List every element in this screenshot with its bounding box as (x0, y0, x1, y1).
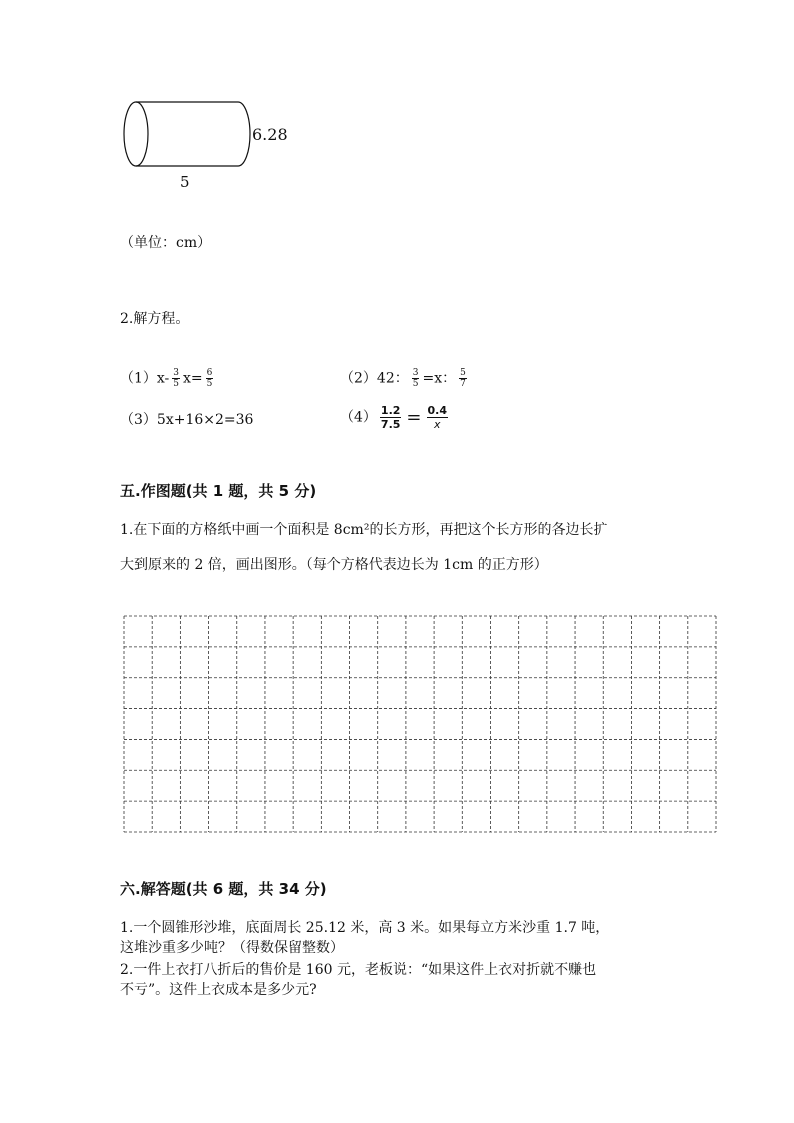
section-5-q1-line1: 1.在下面的方格纸中画一个面积是 8cm²的长方形，再把这个长方形的各边长扩 (120, 522, 608, 538)
section-6-q2-line2: 不亏”。这件上衣成本是多少元? (120, 982, 317, 998)
eq2-mid: =x： (422, 370, 457, 387)
eq2-f2-denominator: 7 (460, 379, 466, 389)
cylinder-length-label: 5 (180, 173, 190, 191)
section-6-title: 六.解答题(共 6 题，共 34 分) (120, 880, 327, 898)
eq1-f2-numerator: 6 (206, 368, 213, 378)
grid-paper[interactable] (122, 614, 718, 834)
cylinder-left-face (124, 102, 148, 166)
section-6-q2-line1: 2.一件上衣打八折后的售价是 160 元，老板说：“如果这件上衣对折就不赚也 (120, 962, 597, 978)
eq4-fraction-2 (427, 404, 449, 431)
eq1-f2-denominator: 5 (206, 379, 213, 389)
unit-note: （单位：cm） (120, 235, 212, 251)
section-6-q1-line1: 1.一个圆锥形沙堆，底面周长 25.12 米，高 3 米。如果每立方米沙重 1.7 吨， (120, 920, 610, 936)
eq1-fraction-2 (206, 368, 214, 389)
equation-1 (120, 368, 216, 389)
eq4-f2-numerator: 0.4 (427, 404, 448, 417)
cylinder-figure (118, 96, 298, 196)
eq4-f1-denominator: 7.5 (380, 418, 401, 431)
equation-2 (340, 368, 470, 389)
eq4-f1-numerator: 1.2 (380, 404, 401, 417)
eq2-f1-denominator: 5 (412, 379, 419, 389)
eq4-prefix: （4） (340, 409, 377, 426)
eq4-fraction-1 (380, 404, 402, 431)
equation-4 (340, 404, 451, 431)
eq1-fraction-1 (172, 368, 180, 389)
eq1-f1-denominator: 5 (173, 379, 180, 389)
cylinder-height-label: 6.28 (252, 125, 288, 144)
eq2-prefix: （2）42： (340, 370, 409, 387)
eq2-fraction-2 (459, 368, 467, 389)
equation-3: （3）5x+16×2=36 (120, 412, 254, 428)
eq1-mid: x= (183, 370, 203, 387)
eq1-prefix: （1）x- (120, 370, 170, 387)
section-5-title: 五.作图题(共 1 题，共 5 分) (120, 482, 317, 500)
eq2-f2-numerator: 5 (460, 368, 466, 378)
cylinder-right-arc (238, 102, 250, 166)
q2-title: 2.解方程。 (120, 311, 190, 327)
section-5-q1-line2: 大到原来的 2 倍，画出图形。（每个方格代表边长为 1cm 的正方形） (120, 557, 548, 573)
eq4-f2-denominator: x (434, 418, 441, 431)
section-6-q1-line2: 这堆沙重多少吨？（得数保留整数） (120, 940, 344, 956)
eq1-f1-numerator: 3 (173, 368, 180, 378)
eq4-equals: = (406, 406, 422, 428)
eq2-f1-numerator: 3 (412, 368, 419, 378)
eq2-fraction-1 (412, 368, 420, 389)
